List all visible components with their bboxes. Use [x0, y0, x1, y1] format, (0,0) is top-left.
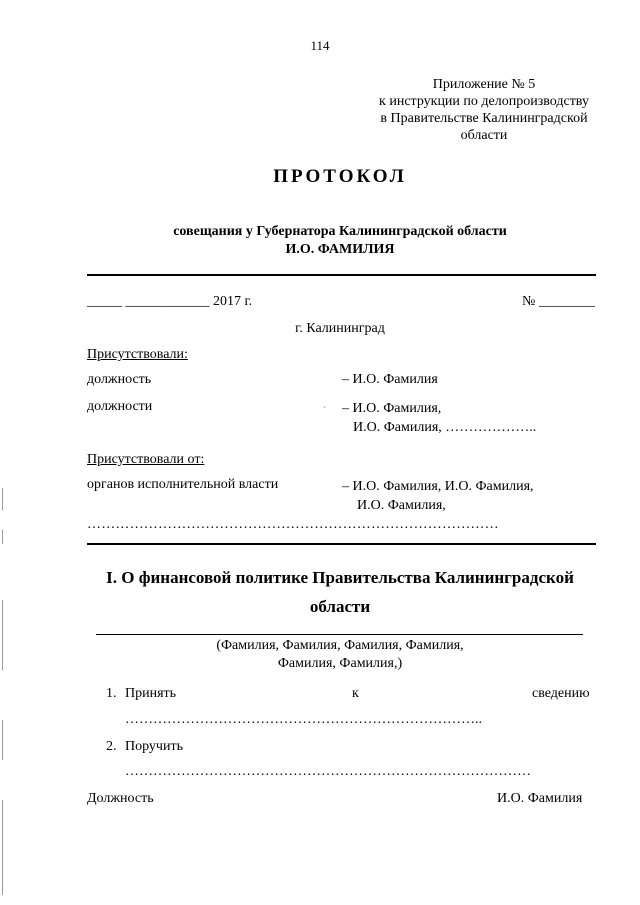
- attendees-line: Фамилия, Фамилия,): [277, 656, 403, 671]
- org-label: органов исполнительной власти: [87, 477, 279, 492]
- appendix-line: области: [460, 128, 508, 143]
- item-number: 2.: [106, 739, 117, 754]
- section-title-line: области: [309, 597, 371, 616]
- position-names: – И.О. Фамилия: [342, 372, 438, 387]
- subtitle-line: И.О. ФАМИЛИЯ: [285, 242, 395, 257]
- names-line: И.О. Фамилия, ………………..: [353, 420, 537, 435]
- item-dots-line: …………………………………………………………………..: [125, 712, 482, 727]
- item-dots-line: ……………………………………………………………………………: [125, 764, 531, 779]
- item-verb: Поручить: [125, 739, 183, 754]
- position-label: должности: [87, 399, 153, 414]
- present-from-heading: Присутствовали от:: [87, 452, 205, 467]
- header-divider: [87, 274, 596, 276]
- appendix-line: к инструкции по делопроизводству: [379, 94, 589, 109]
- org-names: [342, 477, 534, 515]
- city: г. Калининград: [295, 321, 385, 336]
- org-dots-line: ……………………………………………………………………………: [87, 517, 499, 532]
- subtitle-line: совещания у Губернатора Калининградской области: [173, 224, 507, 239]
- attendees-line: (Фамилия, Фамилия, Фамилия, Фамилия,: [216, 638, 464, 653]
- section-divider: [87, 543, 596, 545]
- date-field: _____ ____________ 2017 г.: [87, 294, 253, 309]
- appendix-line: Приложение № 5: [432, 77, 536, 92]
- names-line: И.О. Фамилия,: [357, 498, 446, 513]
- scan-margin-mark: [2, 600, 3, 670]
- names-line: – И.О. Фамилия,: [342, 401, 442, 416]
- signature-position: Должность: [87, 791, 154, 806]
- protocol-number-field: № ________: [522, 294, 595, 309]
- position-label: должность: [87, 372, 152, 387]
- item-number: 1.: [106, 686, 117, 701]
- scan-margin-mark: [2, 488, 3, 510]
- page-number: 114: [310, 38, 330, 53]
- item-word: к: [352, 686, 359, 701]
- scan-margin-mark: [2, 800, 3, 895]
- appendix-line: в Правительстве Калининградской: [380, 111, 588, 126]
- item-word: сведению: [532, 686, 590, 701]
- names-line: – И.О. Фамилия, И.О. Фамилия,: [342, 479, 534, 494]
- present-heading: Присутствовали:: [87, 347, 188, 362]
- document-title: ПРОТОКОЛ: [273, 166, 407, 187]
- position-names: [342, 399, 536, 437]
- attendees-rule: [96, 634, 583, 635]
- section-title-line: I. О финансовой политике Правительства Калининградской: [106, 568, 574, 587]
- section-title: [0, 563, 640, 621]
- scan-margin-mark: [2, 530, 3, 544]
- signature-name: И.О. Фамилия: [497, 791, 583, 806]
- stray-mark: ˏ: [323, 398, 326, 408]
- section-attendees: [0, 637, 640, 673]
- item-verb: Принять: [125, 686, 177, 701]
- document-subtitle: [0, 223, 640, 259]
- scan-margin-mark: [2, 720, 3, 760]
- appendix-header: [350, 76, 618, 144]
